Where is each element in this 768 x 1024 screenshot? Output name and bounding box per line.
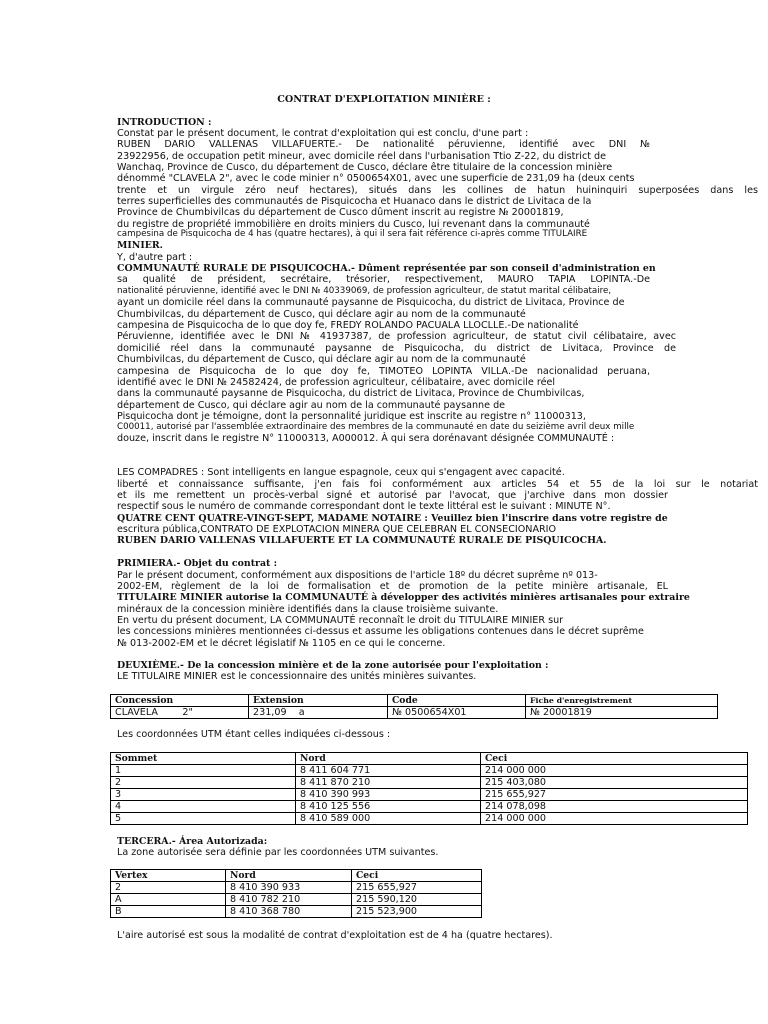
table-cell: 215 403,080 (481, 777, 748, 789)
table-header: Ceci (481, 753, 748, 765)
table-header: Ceci (352, 870, 482, 882)
utm-coordinates-table (110, 752, 748, 825)
community-line: campesina de Pisquicocha de lo que doy fe, FREDY ROLANDO PACUALA LLOCLLE.-De nationalité (117, 320, 579, 331)
community-line: département de Cusco, qui déclare agir au nom de la communauté paysanne de (117, 400, 506, 411)
primiera-line: minéraux de la concession minière identifiés dans la clause troisième suivante. (117, 604, 499, 615)
table-cell: 214 000 000 (481, 765, 748, 777)
primiera-line: № 013-2002-EM et le décret législatif № 1105 en ce qui le concerne. (117, 638, 446, 649)
table-row (111, 813, 748, 825)
introduction-heading: INTRODUCTION : (117, 117, 212, 128)
table-cell: B (111, 906, 226, 918)
table-row (111, 765, 748, 777)
community-line: dans la communauté paysanne de Pisquicocha, du district de Livitaca, Province de Chumbivilcas, (117, 388, 585, 399)
table-cell: A (111, 894, 226, 906)
utm-intro-line: Les coordonnées UTM étant celles indiquées ci-dessous : (117, 729, 391, 740)
intro-line: dénommé "CLAVELA 2", avec le code minier n° 0500654X01, avec une superficie de 231,09 ha (deux cents (117, 173, 635, 184)
primiera-bold-line: TITULAIRE MINIER autorise la COMMUNAUTÉ à développer des activités minières artisanales pour extraire (117, 592, 690, 603)
community-line: C00011, autorisé par l'assemblée extraordinaire des membres de la communauté en date du seizième avril deux mille (117, 422, 635, 432)
concession-table (110, 694, 718, 719)
intro-line: 23922956, de occupation petit mineur, avec domicile réel dans l'urbanisation Ttio Z-22, du district de (117, 151, 607, 162)
table-cell: CLAVELA 2" (111, 707, 249, 719)
intro-line: Constat par le présent document, le contrat d'exploitation qui est conclu, d'une part : (117, 128, 529, 139)
community-line: douze, inscrit dans le registre N° 11000313, A000012. À qui sera dorénavant désignée COMMUNAUTÉ : (117, 433, 615, 444)
table-cell: 214 000 000 (481, 813, 748, 825)
community-line: Chumbivilcas, du département de Cusco, qui déclare agir au nom de la communauté (117, 309, 526, 320)
table-header-row (111, 870, 482, 882)
closing-line: L'aire autorisé est sous la modalité de contrat d'exploitation est de 4 ha (quatre hectares). (117, 930, 553, 941)
table-header: Extension (249, 695, 388, 707)
tercera-line: La zone autorisée sera définie par les coordonnées UTM suivantes. (117, 847, 439, 858)
minute-bold-line: QUATRE CENT QUATRE-VINGT-SEPT, MADAME NOTAIRE : Veuillez bien l'inscrire dans votre registre de (117, 513, 668, 524)
table-cell: 8 411 604 771 (296, 765, 481, 777)
primiera-line: les concessions minières mentionnées ci-dessus et assume les obligations contenues dans le décret suprême (117, 626, 644, 637)
table-cell: 215 655,927 (352, 882, 482, 894)
primiera-line: En vertu du présent document, LA COMMUNAUTÉ reconnaît le droit du TITULAIRE MINIER sur (117, 615, 564, 626)
parties-bold-line: RUBEN DARIO VALLENAS VILLAFUERTE ET LA COMMUNAUTÉ RURALE DE PISQUICOCHA. (117, 535, 607, 546)
community-line: identifié avec le DNI № 24582424, de profession agriculteur, célibataire, avec domicile réel (117, 377, 556, 388)
table-row (111, 906, 482, 918)
table-cell: 215 655,927 (481, 789, 748, 801)
table-cell: 8 410 589 000 (296, 813, 481, 825)
table-header: Concession (111, 695, 249, 707)
primiera-heading: PRIMIERA.- Objet du contrat : (117, 558, 278, 569)
primiera-line: Par le présent document, conformément aux dispositions de l'article 18º du décret suprême nº 013- (117, 570, 598, 581)
community-line: nationalité péruvienne, identifié avec le DNI № 40339069, de profession agriculteur, de statut marital célibataire, (117, 286, 612, 296)
table-cell: 4 (111, 801, 296, 813)
community-line: Pisquicocha dont je témoigne, dont la personnalité juridique est inscrite au registre n° 11000313, (117, 411, 586, 422)
compadres-line: LES COMPADRES : Sont intelligents en langue espagnole, ceux qui s'engagent avec capacité. (117, 467, 565, 478)
table-row (111, 707, 718, 719)
deuxieme-heading: DEUXIÈME.- De la concession minière et de la zone autorisée pour l'exploitation : (117, 660, 549, 671)
table-row (111, 777, 748, 789)
community-line: Chumbivilcas, du département de Cusco, qui déclare agir au nom de la communauté (117, 354, 526, 365)
compadres-line: escritura pública,CONTRATO DE EXPLOTACION MINERA QUE CELEBRAN EL CONSECIONARIO (117, 524, 557, 535)
table-cell: 8 410 125 556 (296, 801, 481, 813)
table-header: Code (388, 695, 526, 707)
table-cell: 2 (111, 882, 226, 894)
table-cell: 8 410 390 933 (226, 882, 352, 894)
community-line: ayant un domicile réel dans la communauté paysanne de Pisquicocha, du district de Livitaca, Province de (117, 297, 625, 308)
table-cell: 231,09 a (249, 707, 388, 719)
table-row (111, 882, 482, 894)
table-cell: 8 410 368 780 (226, 906, 352, 918)
community-line: sa qualité de président, secrétaire, trésorier, respectivement, MAURO TAPIA LOPINTA.-De (117, 274, 650, 285)
compadres-line: liberté et connaissance suffisante, j'en fais foi conformément aux articles 54 et 55 de la loi sur le notariat (117, 479, 758, 490)
table-header: Nord (296, 753, 481, 765)
table-row (111, 894, 482, 906)
compadres-line: respectif sous le numéro de commande correspondant dont le texte littéral est le suivant : MINUTE N°. (117, 501, 611, 512)
community-heading: COMMUNAUTÉ RURALE DE PISQUICOCHA.- Dûment représentée par son conseil d'administration en (117, 263, 656, 274)
table-cell: 8 410 782 210 (226, 894, 352, 906)
community-line: campesina de Pisquicocha de lo que doy fe, TIMOTEO LOPINTA VILLA.-De nacionalidad peruana, (117, 366, 650, 377)
table-cell: 2 (111, 777, 296, 789)
tercera-heading: TERCERA.- Área Autorizada: (117, 836, 268, 847)
table-cell: 1 (111, 765, 296, 777)
table-cell: 214 078,098 (481, 801, 748, 813)
primiera-line: 2002-EM, règlement de la loi de formalisation et de promotion de la petite minière artisanale, EL (117, 581, 668, 592)
table-header-row (111, 695, 718, 707)
table-header: Sommet (111, 753, 296, 765)
vertex-table (110, 869, 482, 918)
deuxieme-line: LE TITULAIRE MINIER est le concessionnaire des unités minières suivantes. (117, 671, 477, 682)
table-cell: 8 410 390 993 (296, 789, 481, 801)
intro-line: trente et un virgule zéro neuf hectares), situés dans les collines de hatun huininquiri superposées dans les (117, 185, 758, 196)
table-cell: 215 590,120 (352, 894, 482, 906)
table-header: Fiche d'enregistrement (526, 695, 718, 707)
table-header-row (111, 753, 748, 765)
table-row (111, 801, 748, 813)
community-line: domicilié réel dans la communauté paysanne de Pisquicocha, du district de Livitaca, Province de (117, 343, 676, 354)
intro-line: RUBEN DARIO VALLENAS VILLAFUERTE.- De nationalité péruvienne, identifié avec DNI № (117, 139, 650, 150)
contract-title: CONTRAT D'EXPLOITATION MINIÈRE : (277, 94, 491, 105)
titulaire-minier-label: MINIER. (117, 240, 163, 251)
table-row (111, 789, 748, 801)
intro-line: Wanchaq, Province de Cusco, du département de Cusco, déclare être titulaire de la concession minière (117, 162, 613, 173)
table-header: Vertex (111, 870, 226, 882)
community-line: Péruvienne, identifiée avec le DNI № 41937387, de profession agriculteur, de statut civil célibataire, avec (117, 331, 676, 342)
intro-line: terres superficielles des communautés de Pisquicocha et Huanaco dans le district de Livitaca de la (117, 196, 592, 207)
table-header: Nord (226, 870, 352, 882)
intro-line: du registre de propriété immobilière en droits miniers du Cusco, lui revenant dans la communauté (117, 219, 590, 230)
table-cell: № 0500654X01 (388, 707, 526, 719)
table-cell: 3 (111, 789, 296, 801)
table-cell: 215 523,900 (352, 906, 482, 918)
other-part-line: Y, d'autre part : (117, 252, 193, 263)
intro-line: campesina de Pisquicocha de 4 has (quatre hectares), à qui il sera fait référence ci-après comme TITULAIRE (117, 229, 588, 239)
table-cell: 5 (111, 813, 296, 825)
table-cell: 8 411 870 210 (296, 777, 481, 789)
intro-line: Province de Chumbivilcas du département de Cusco dûment inscrit au registre № 20001819, (117, 207, 564, 218)
compadres-line: et ils me remettent un procès-verbal signé et autorisé par l'avocat, que j'archive dans mon dossier (117, 490, 668, 501)
table-cell: № 20001819 (526, 707, 718, 719)
